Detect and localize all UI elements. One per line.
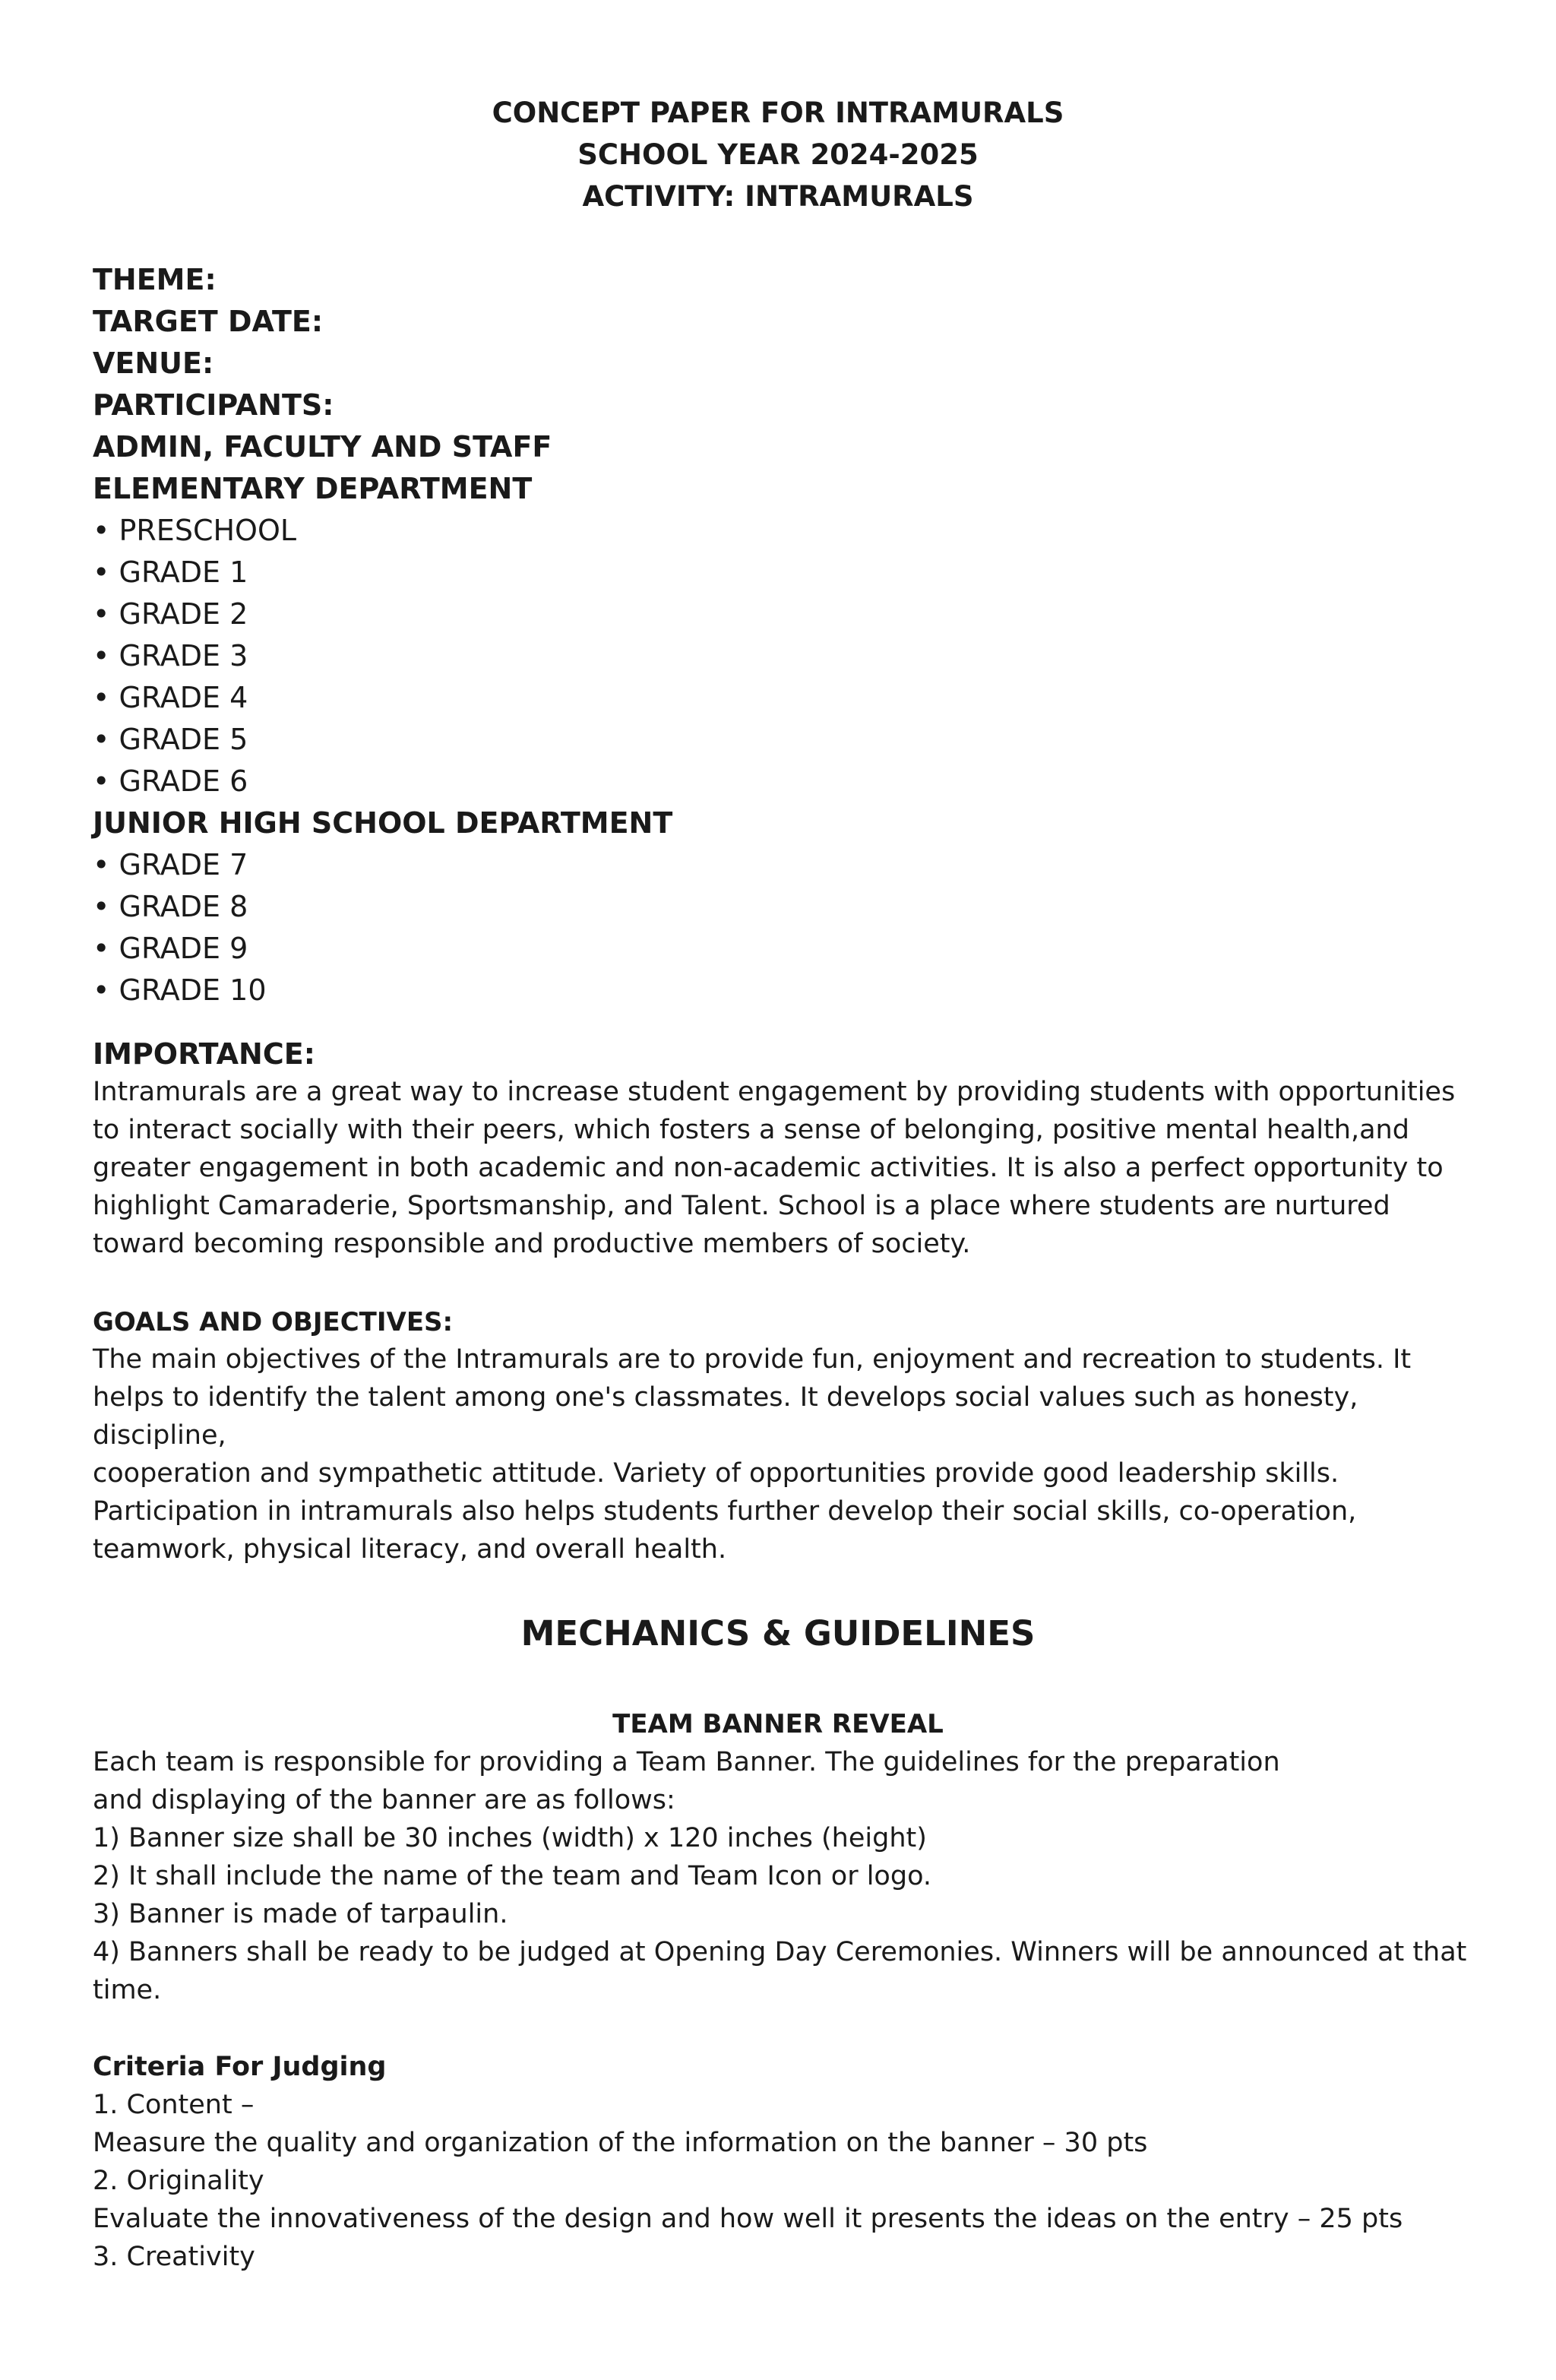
paragraph-line: to interact socially with their peers, which fosters a sense of belonging, positive mental health,and — [93, 1115, 1409, 1145]
junior-high-heading: JUNIOR HIGH SCHOOL DEPARTMENT — [93, 806, 673, 840]
elementary-heading: ELEMENTARY DEPARTMENT — [93, 472, 533, 505]
paragraph-line: toward becoming responsible and productive members of society. — [93, 1229, 971, 1259]
banner-rule: time. — [93, 1975, 162, 2005]
importance-heading: IMPORTANCE: — [93, 1037, 315, 1071]
paragraph-line: highlight Camaraderie, Sportsmanship, and Talent. School is a place where students are nurtured — [93, 1191, 1390, 1221]
list-item: • GRADE 4 — [93, 681, 248, 714]
list-item: • PRESCHOOL — [93, 514, 297, 547]
paragraph-line: The main objectives of the Intramurals are to provide fun, enjoyment and recreation to students. It — [93, 1344, 1412, 1375]
paragraph-line: greater engagement in both academic and non-academic activities. It is also a perfect opportunity to — [93, 1153, 1444, 1183]
paragraph-line: helps to identify the talent among one's classmates. It develops social values such as honesty, discipline, — [93, 1382, 1358, 1451]
activity-line: ACTIVITY: INTRAMURALS — [582, 180, 974, 213]
list-item: • GRADE 3 — [93, 639, 248, 673]
list-item: • GRADE 10 — [93, 973, 267, 1007]
banner-rule: 2) It shall include the name of the team and Team Icon or logo. — [93, 1861, 931, 1891]
banner-intro-line: and displaying of the banner are as follows: — [93, 1785, 675, 1815]
admin-heading: ADMIN, FACULTY AND STAFF — [93, 430, 552, 464]
document-title: CONCEPT PAPER FOR INTRAMURALS — [492, 97, 1064, 129]
banner-intro-line: Each team is responsible for providing a Team Banner. The guidelines for the preparation — [93, 1747, 1280, 1777]
criteria-line: 1. Content – — [93, 2090, 255, 2120]
target-date-label: TARGET DATE: — [93, 305, 324, 338]
criteria-line: 2. Originality — [93, 2166, 264, 2196]
venue-label: VENUE: — [93, 347, 214, 380]
paragraph-line: Participation in intramurals also helps students further develop their social skills, co-operation, — [93, 1496, 1357, 1527]
participants-label: PARTICIPANTS: — [93, 388, 334, 422]
banner-rule: 1) Banner size shall be 30 inches (width) x 120 inches (height) — [93, 1823, 927, 1853]
criteria-line: 3. Creativity — [93, 2242, 255, 2272]
banner-heading: TEAM BANNER REVEAL — [612, 1709, 944, 1739]
banner-rule: 3) Banner is made of tarpaulin. — [93, 1899, 508, 1929]
list-item: • GRADE 2 — [93, 597, 248, 631]
importance-paragraph — [93, 1073, 1475, 1263]
theme-label: THEME: — [93, 263, 217, 296]
paragraph-line: teamwork, physical literacy, and overall health. — [93, 1534, 727, 1565]
school-year: SCHOOL YEAR 2024-2025 — [577, 138, 979, 171]
criteria-heading: Criteria For Judging — [93, 2052, 387, 2082]
list-item: • GRADE 8 — [93, 890, 248, 923]
criteria-line: Evaluate the innovativeness of the design and how well it presents the ideas on the entry – 25 pts — [93, 2204, 1403, 2234]
banner-rule: 4) Banners shall be ready to be judged at Opening Day Ceremonies. Winners will be announced at that — [93, 1937, 1467, 1967]
mechanics-heading: MECHANICS & GUIDELINES — [520, 1613, 1036, 1654]
paragraph-line: Intramurals are a great way to increase student engagement by providing students with opportunities — [93, 1077, 1456, 1107]
list-item: • GRADE 7 — [93, 848, 248, 881]
goals-heading: GOALS AND OBJECTIVES: — [93, 1307, 454, 1337]
list-item: • GRADE 5 — [93, 723, 248, 756]
criteria-line: Measure the quality and organization of the information on the banner – 30 pts — [93, 2128, 1148, 2158]
goals-paragraph — [93, 1340, 1475, 1568]
list-item: • GRADE 6 — [93, 764, 248, 798]
paragraph-line: cooperation and sympathetic attitude. Variety of opportunities provide good leadership skills. — [93, 1458, 1339, 1489]
list-item: • GRADE 1 — [93, 555, 248, 589]
list-item: • GRADE 9 — [93, 932, 248, 965]
